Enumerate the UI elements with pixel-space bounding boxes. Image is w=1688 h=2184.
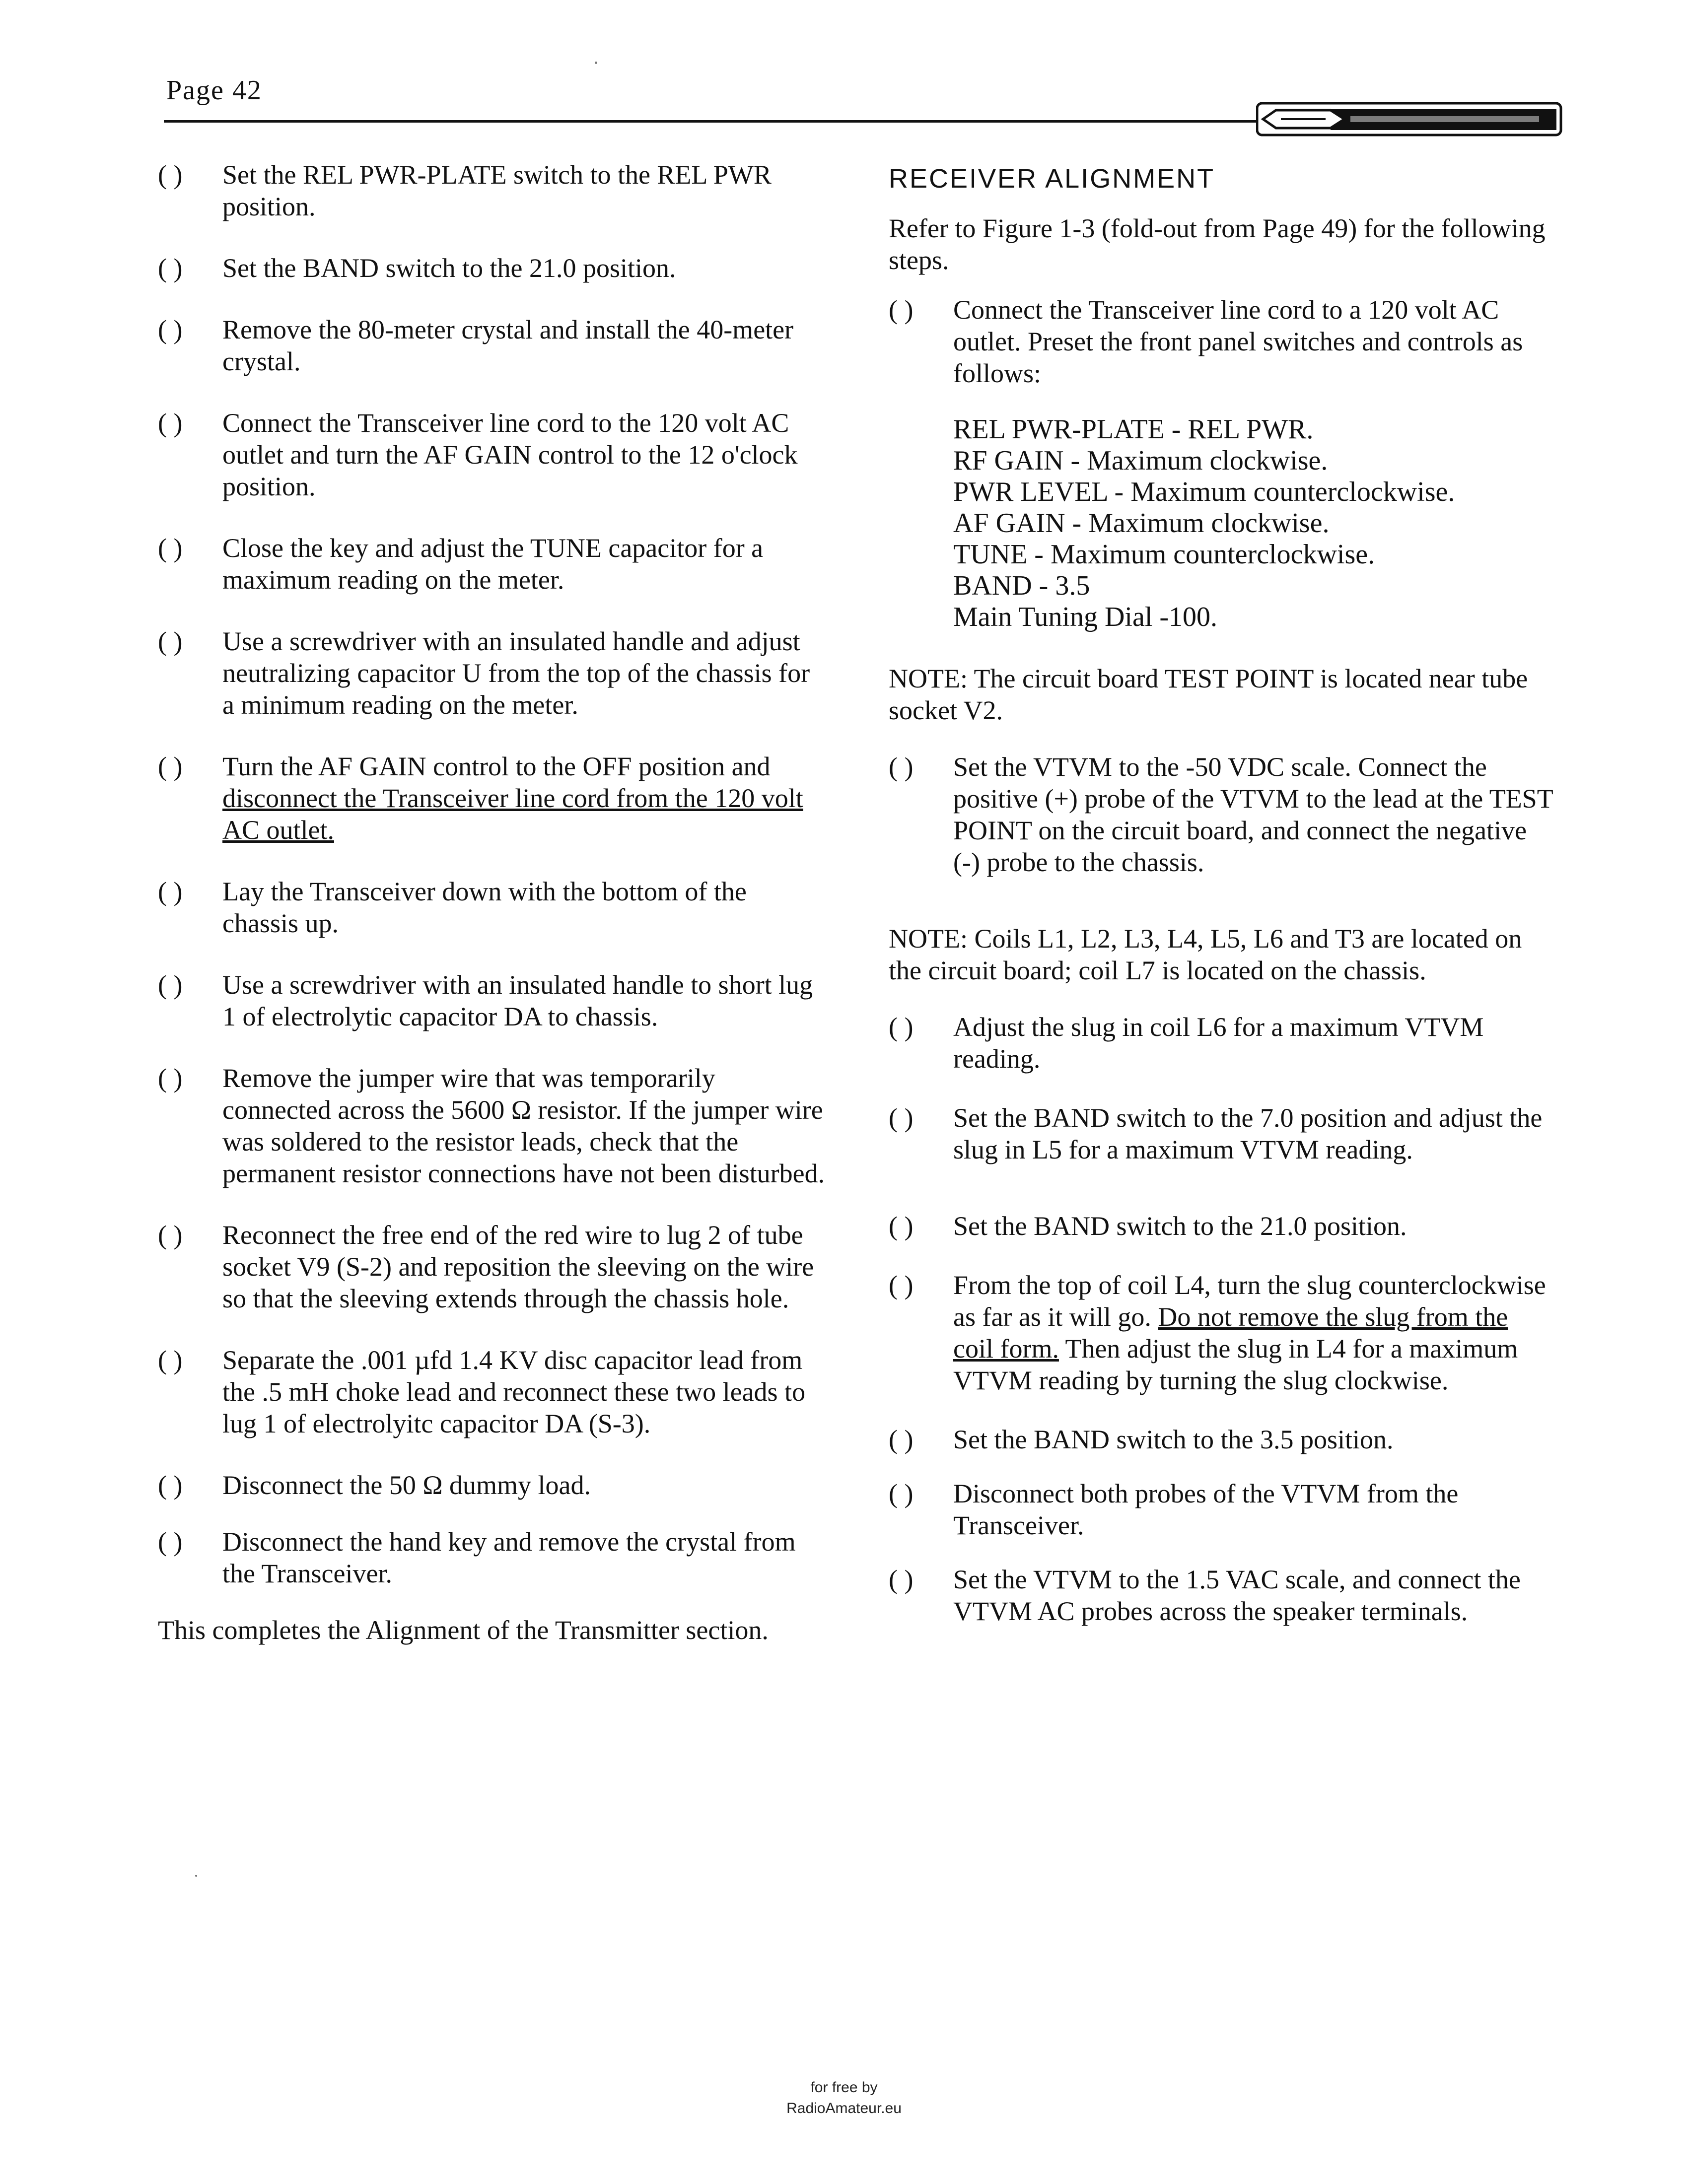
- step-checkbox[interactable]: ( ): [158, 626, 183, 656]
- step-set-vtvm-dc: [889, 751, 1554, 878]
- step-checkbox[interactable]: ( ): [158, 408, 183, 438]
- footer-line: for free by: [810, 2079, 878, 2096]
- setting-line: Main Tuning Dial -100.: [953, 602, 1218, 632]
- header-rule: [164, 120, 1261, 123]
- step-text: Set the BAND switch to the 21.0 position.: [222, 253, 676, 283]
- page-number: Page 42: [166, 75, 262, 106]
- step-checkbox[interactable]: ( ): [158, 1470, 183, 1500]
- step-text: Set the BAND switch to the 3.5 position.: [953, 1425, 1394, 1454]
- step-text: Set the VTVM to the -50 VDC scale. Connect the positive (+) probe of the VTVM to the lead at the TEST POINT on the circuit board, and connect the negative (-) probe to the chassis.: [953, 752, 1553, 877]
- step-set-rel-pwr: [158, 159, 828, 222]
- step-disconnect-hand-key: [158, 1526, 828, 1589]
- step-adjust-l6: [889, 1011, 1554, 1075]
- step-text: Set the BAND switch to the 7.0 position and adjust the slug in L5 for a maximum VTVM reading.: [953, 1103, 1543, 1164]
- step-text: Disconnect the 50 Ω dummy load.: [222, 1470, 591, 1500]
- step-set-band-21: [158, 252, 828, 284]
- footer-link[interactable]: RadioAmateur.eu: [786, 2100, 902, 2116]
- step-checkbox[interactable]: ( ): [158, 253, 183, 283]
- step-checkbox[interactable]: ( ): [158, 877, 183, 906]
- step-text: Disconnect the hand key and remove the crystal from the Transceiver.: [222, 1527, 796, 1588]
- note-coil-locations: NOTE: Coils L1, L2, L3, L4, L5, L6 and T3 are located on the circuit board; coil L7 is located on the chassis.: [889, 924, 1522, 985]
- step-checkbox[interactable]: ( ): [158, 315, 183, 344]
- step-remove-jumper: [158, 1062, 828, 1189]
- step-text: Close the key and adjust the TUNE capacitor for a maximum reading on the meter.: [222, 533, 764, 595]
- step-checkbox[interactable]: ( ): [889, 1479, 914, 1508]
- step-adjust-l4: [889, 1269, 1554, 1396]
- step-close-key-tune: [158, 532, 828, 596]
- heathkit-logo-icon: [1256, 99, 1564, 139]
- transmitter-closing-text: This completes the Alignment of the Transmitter section.: [158, 1615, 769, 1645]
- step-set-vtvm-ac: [889, 1564, 1554, 1627]
- step-adjust-neutralizing: [158, 625, 828, 721]
- step-text: Use a screwdriver with an insulated handle and adjust neutralizing capacitor U from the top of the chassis for a minimum reading on the meter.: [222, 626, 810, 720]
- footer-credit: [735, 2077, 953, 2119]
- step-checkbox[interactable]: ( ): [889, 1012, 914, 1042]
- step-text: Set the REL PWR-PLATE switch to the REL PWR position.: [222, 160, 772, 221]
- step-checkbox[interactable]: ( ): [158, 1345, 183, 1375]
- step-text: Separate the .001 µfd 1.4 KV disc capacitor lead from the .5 mH choke lead and reconnect these two leads to lug 1 of electrolyitc capacitor DA (S-3).: [222, 1345, 806, 1438]
- step-text: From the top of coil L4, turn the slug counterclockwise as far as it will go.: [953, 1270, 1546, 1332]
- step-short-lug: [158, 969, 828, 1032]
- step-checkbox[interactable]: ( ): [158, 533, 183, 563]
- setting-line: PWR LEVEL - Maximum counterclockwise.: [953, 477, 1455, 507]
- setting-line: TUNE - Maximum counterclockwise.: [953, 539, 1375, 570]
- step-checkbox[interactable]: ( ): [889, 1565, 914, 1594]
- right-column: [889, 159, 1554, 1657]
- setting-line: AF GAIN - Maximum clockwise.: [953, 508, 1330, 539]
- step-text: Connect the Transceiver line cord to the 120 volt AC outlet and turn the AF GAIN control to the 12 o'clock position.: [222, 408, 798, 501]
- step-text: Connect the Transceiver line cord to a 120 volt AC outlet. Preset the front panel switches and controls as follows:: [953, 295, 1523, 388]
- setting-line: REL PWR-PLATE - REL PWR.: [953, 414, 1314, 445]
- step-band-21: [889, 1210, 1554, 1242]
- step-warning-underlined: disconnect the Transceiver line cord from the 120 volt AC outlet.: [222, 783, 803, 845]
- step-text: Lay the Transceiver down with the bottom of the chassis up.: [222, 877, 747, 938]
- step-reconnect-red-wire: [158, 1219, 828, 1314]
- step-checkbox[interactable]: ( ): [889, 752, 914, 782]
- section-intro: Refer to Figure 1-3 (fold-out from Page 49) for the following steps.: [889, 213, 1546, 275]
- step-text: Then adjust the slug in L4 for a maximum VTVM reading by turning the slug clockwise.: [953, 1334, 1518, 1395]
- left-column: [158, 159, 828, 1676]
- scan-speck: [195, 1875, 197, 1877]
- scan-speck: [595, 62, 597, 64]
- step-band-7-adjust-l5: [889, 1102, 1554, 1165]
- step-checkbox[interactable]: ( ): [889, 1103, 914, 1133]
- step-disconnect-dummy-load: [158, 1469, 828, 1501]
- step-text: Turn the AF GAIN control to the OFF position and: [222, 751, 771, 781]
- step-disconnect-line-cord: [158, 751, 828, 846]
- step-checkbox[interactable]: ( ): [158, 970, 183, 1000]
- step-separate-capacitor: [158, 1344, 828, 1439]
- step-disconnect-probes: [889, 1478, 1554, 1541]
- step-checkbox[interactable]: ( ): [889, 1270, 914, 1300]
- step-swap-crystal: [158, 314, 828, 377]
- step-text: Set the BAND switch to the 21.0 position.: [953, 1211, 1407, 1241]
- step-text: Remove the 80-meter crystal and install the 40-meter crystal.: [222, 315, 794, 376]
- step-text: Disconnect both probes of the VTVM from the Transceiver.: [953, 1479, 1459, 1540]
- setting-line: BAND - 3.5: [953, 570, 1090, 601]
- step-text: Use a screwdriver with an insulated handle to short lug 1 of electrolytic capacitor DA to chassis.: [222, 970, 813, 1031]
- step-checkbox[interactable]: ( ): [889, 295, 914, 325]
- step-checkbox[interactable]: ( ): [158, 1063, 183, 1093]
- step-text: Reconnect the free end of the red wire to lug 2 of tube socket V9 (S-2) and reposition the sleeving on the wire so that the sleeving extends through the chassis hole.: [222, 1220, 814, 1313]
- step-warning-underlined: Do not remove the slug from the coil form.: [953, 1302, 1508, 1364]
- step-connect-line-cord: [158, 407, 828, 502]
- step-checkbox[interactable]: ( ): [158, 1527, 183, 1557]
- step-text: Remove the jumper wire that was temporarily connected across the 5600 Ω resistor. If the jumper wire was soldered to the resistor leads, check that the permanent resistor connections have not been disturbed.: [222, 1063, 825, 1188]
- step-band-3-5: [889, 1424, 1554, 1455]
- preset-settings-list: [953, 414, 1554, 633]
- step-checkbox[interactable]: ( ): [158, 1220, 183, 1250]
- step-text: Adjust the slug in coil L6 for a maximum VTVM reading.: [953, 1012, 1484, 1074]
- step-text: Set the VTVM to the 1.5 VAC scale, and connect the VTVM AC probes across the speaker terminals.: [953, 1565, 1521, 1626]
- step-checkbox[interactable]: ( ): [889, 1211, 914, 1241]
- section-heading: RECEIVER ALIGNMENT: [889, 164, 1215, 194]
- step-checkbox[interactable]: ( ): [889, 1425, 914, 1454]
- step-checkbox[interactable]: ( ): [158, 751, 183, 781]
- step-preset-controls: [889, 294, 1554, 389]
- step-checkbox[interactable]: ( ): [158, 160, 183, 190]
- step-lay-chassis: [158, 876, 828, 939]
- note-test-point: NOTE: The circuit board TEST POINT is located near tube socket V2.: [889, 664, 1528, 725]
- setting-line: RF GAIN - Maximum clockwise.: [953, 445, 1328, 476]
